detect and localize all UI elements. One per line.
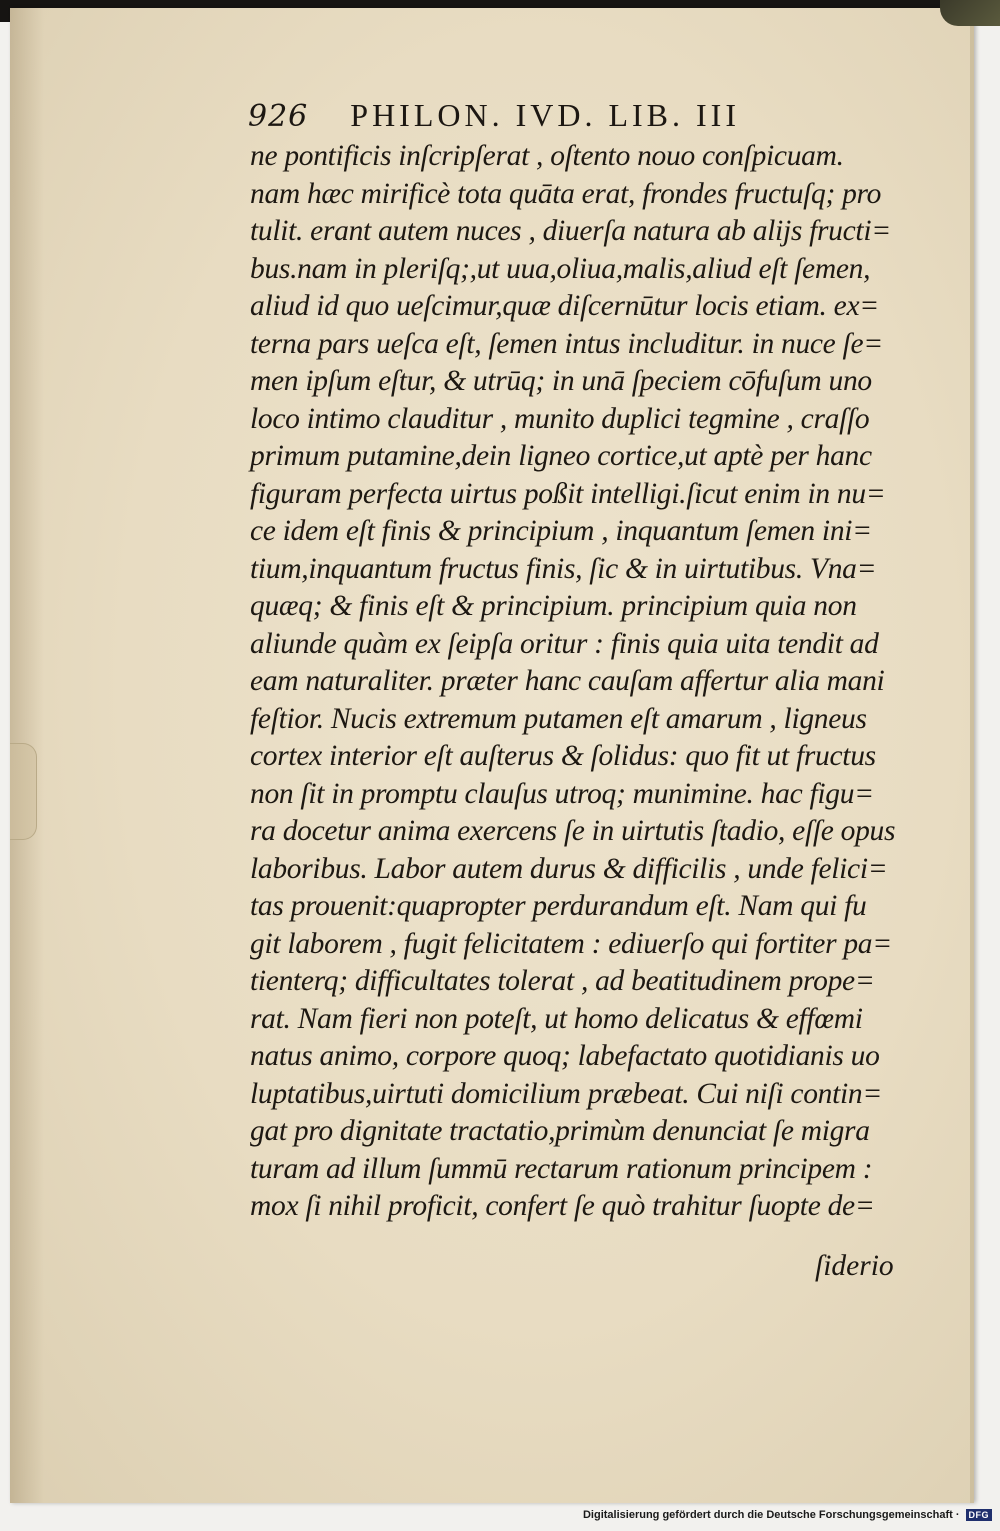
body-text bbox=[250, 138, 910, 1226]
text-line: git laborem , fugit felicitatem : ediuerſo qui fortiter pa= bbox=[250, 927, 892, 960]
text-line: tulit. erant autem nuces , diuerſa natura ab alijs fructi= bbox=[250, 215, 891, 247]
text-line: feſtior. Nucis extremum putamen eſt amarum , ligneus bbox=[250, 702, 867, 735]
credit-text: Digitalisierung gefördert durch die Deutsche Forschungsgemeinschaft · bbox=[582, 1509, 960, 1521]
text-line: non ſit in promptu clauſus utroq; munimine. hac figu= bbox=[250, 777, 874, 810]
page-number: 926 bbox=[248, 99, 309, 134]
text-line: tas prouenit:quapropter perdurandum eſt. Nam qui fu bbox=[250, 890, 867, 922]
text-line: ce idem eſt finis & principium , inquantum ſemen ini= bbox=[250, 515, 872, 547]
scan-corner bbox=[940, 0, 1000, 26]
running-title: PHILON. IVD. LIB. III bbox=[350, 97, 740, 133]
text-line: figuram perfecta uirtus poßit intelligi.ſicut enim in nu= bbox=[250, 477, 886, 510]
text-line: primum putamine,dein ligneo cortice,ut aptè per hanc bbox=[250, 440, 872, 472]
catchword: ſiderio bbox=[815, 1250, 894, 1282]
text-line: mox ſi nihil proficit, confert ſe quò trahitur ſuopte de= bbox=[250, 1190, 875, 1222]
text-line: bus.nam in pleriſq;,ut uua,oliua,malis,aliud eſt ſemen, bbox=[250, 252, 871, 285]
text-line: tium,inquantum fructus finis, ſic & in uirtutibus. Vna= bbox=[250, 552, 877, 585]
text-line: aliunde quàm ex ſeipſa oritur : finis quia uita tendit ad bbox=[250, 627, 879, 660]
text-line: aliud id quo ueſcimur,quæ diſcernūtur locis etiam. ex= bbox=[250, 290, 879, 322]
text-line: cortex interior eſt auſterus & ſolidus: quo fit ut fructus bbox=[250, 740, 876, 772]
text-line: luptatibus,uirtuti domicilium præbeat. Cui niſi contin= bbox=[250, 1077, 882, 1110]
digitization-credit bbox=[583, 1505, 992, 1525]
text-line: rat. Nam fieri non poteſt, ut homo delicatus & effœmi bbox=[250, 1002, 863, 1035]
page-header bbox=[248, 97, 868, 134]
text-line: laboribus. Labor autem durus & difficilis , unde felici= bbox=[250, 852, 888, 885]
page-fold-tab bbox=[10, 743, 37, 840]
text-line: eam naturaliter. præter hanc cauſam affertur alia mani bbox=[250, 665, 885, 697]
text-line: loco intimo clauditur , munito duplici tegmine , craſſo bbox=[250, 402, 870, 435]
text-line: ne pontificis inſcripſerat , oſtento nouo conſpicuam. bbox=[250, 140, 844, 172]
text-line: tienterq; difficultates tolerat , ad beatitudinem prope= bbox=[250, 965, 875, 997]
text-line: natus animo, corpore quoq; labefactato quotidianis uo bbox=[250, 1040, 880, 1072]
text-line: terna pars ueſca eſt, ſemen intus includitur. in nuce ſe= bbox=[250, 327, 883, 360]
text-line: gat pro dignitate tractatio,primùm denunciat ſe migra bbox=[250, 1115, 870, 1147]
text-line: turam ad illum ſummū rectarum rationum principem : bbox=[250, 1152, 873, 1185]
text-line: nam hæc mirificè tota quāta erat, frondes fructuſq; pro bbox=[250, 177, 882, 210]
text-line: quæq; & finis eſt & principium. principium quia non bbox=[250, 590, 857, 622]
dfg-logo: DFG bbox=[966, 1509, 993, 1521]
text-line: ra docetur anima exercens ſe in uirtutis ſtadio, eſſe opus bbox=[250, 815, 896, 847]
text-line: men ipſum eſtur, & utrūq; in unā ſpeciem cōfuſum uno bbox=[250, 365, 872, 397]
